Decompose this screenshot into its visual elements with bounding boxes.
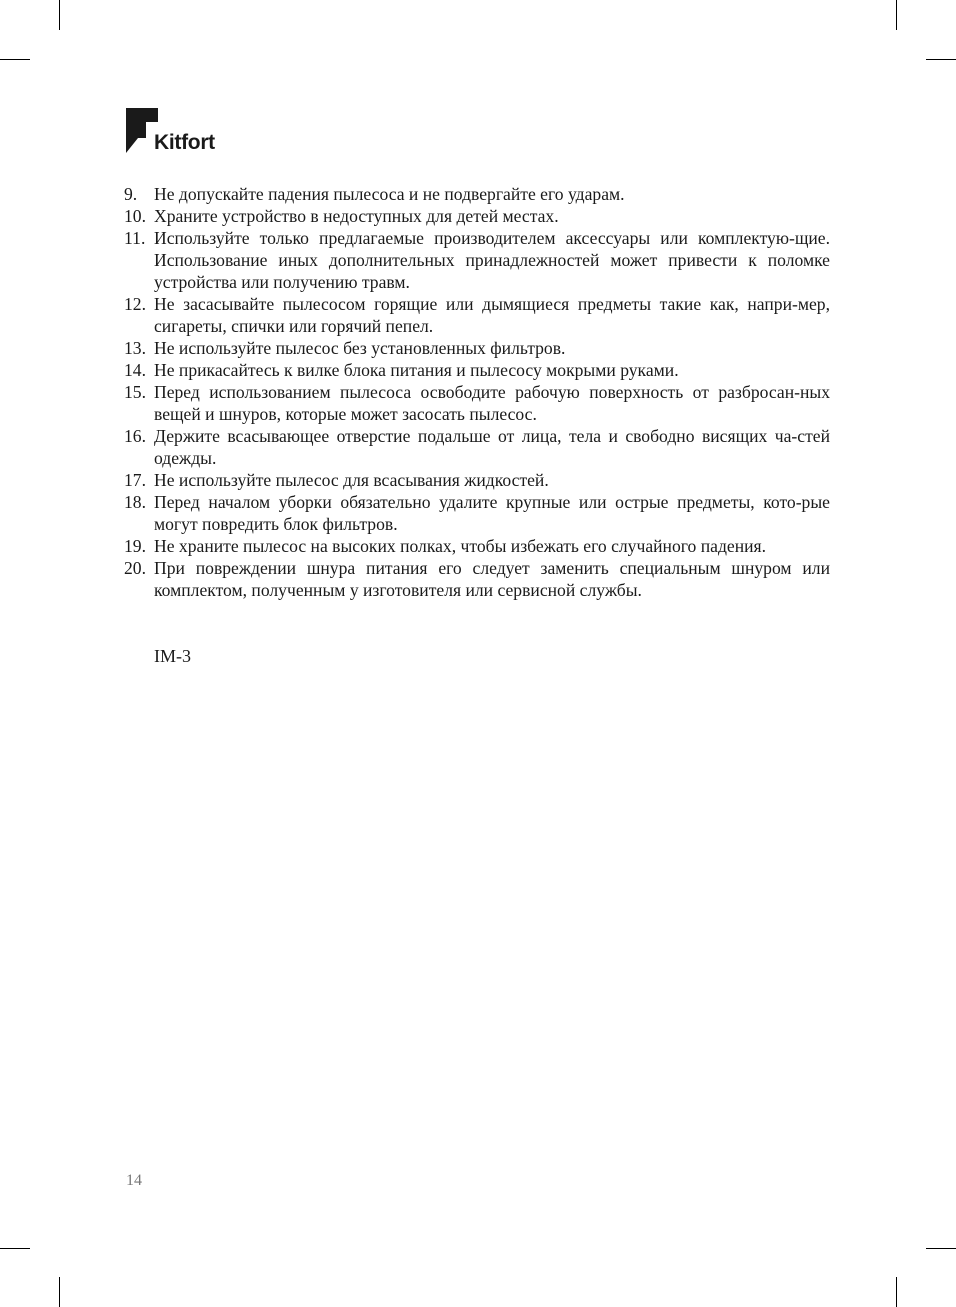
- rule-number: 17.: [124, 470, 146, 490]
- rule-text: При повреждении шнура питания его следует заменить специальным шнуром или комплектом, полученным у изготовителя или сервисной службы.: [154, 558, 830, 600]
- rule-item: [124, 425, 830, 469]
- crop-mark-top-left: [59, 0, 60, 30]
- rule-number: 19.: [124, 536, 146, 556]
- rule-number: 10.: [124, 206, 146, 226]
- brand-logo: [126, 108, 236, 158]
- rule-number: 14.: [124, 360, 146, 380]
- rule-text: Храните устройство в недоступных для детей местах.: [154, 206, 559, 226]
- safety-rules: [124, 183, 830, 601]
- model-code: IM-3: [154, 646, 191, 666]
- rule-number: 9.: [124, 184, 138, 204]
- rule-number: 18.: [124, 492, 146, 512]
- rule-text: Не засасывайте пылесосом горящие или дымящиеся предметы такие как, напри-мер, сигареты, спички или горячий пепел.: [154, 294, 830, 336]
- rule-text: Не используйте пылесос без установленных фильтров.: [154, 338, 566, 358]
- rule-item: [124, 337, 830, 359]
- rule-text: Не прикасайтесь к вилке блока питания и пылесосу мокрыми руками.: [154, 360, 679, 380]
- crop-mark-bottom-right: [896, 1277, 897, 1307]
- rule-text: Не храните пылесос на высоких полках, чтобы избежать его случайного падения.: [154, 536, 767, 556]
- crop-mark-top-left-h: [0, 59, 30, 60]
- rule-item: [124, 381, 830, 425]
- crop-mark-bottom-right-h: [926, 1248, 956, 1249]
- rule-text: Перед использованием пылесоса освободите рабочую поверхность от разбросан-ных вещей и шнуров, которые может засосать пылесос.: [154, 382, 830, 424]
- page-number: 14: [126, 1172, 142, 1189]
- rule-number: 15.: [124, 382, 146, 402]
- rule-number: 12.: [124, 294, 146, 314]
- crop-mark-top-right: [896, 0, 897, 30]
- rule-text: Перед началом уборки обязательно удалите крупные или острые предметы, кото-рые могут повредить блок фильтров.: [154, 492, 830, 534]
- rule-item: [124, 359, 830, 381]
- rule-number: 20.: [124, 558, 146, 578]
- rules-list: [124, 183, 830, 601]
- crop-mark-top-right-h: [926, 59, 956, 60]
- rule-item: [124, 469, 830, 491]
- rule-item: [124, 227, 830, 293]
- rule-item: [124, 491, 830, 535]
- rule-text: Держите всасывающее отверстие подальше от лица, тела и свободно висящих ча-стей одежды.: [154, 426, 830, 468]
- rule-text: Не используйте пылесос для всасывания жидкостей.: [154, 470, 549, 490]
- crop-mark-bottom-left: [59, 1277, 60, 1307]
- rule-item: [124, 293, 830, 337]
- rule-item: [124, 183, 830, 205]
- rule-number: 13.: [124, 338, 146, 358]
- rule-number: 11.: [124, 228, 146, 248]
- rule-number: 16.: [124, 426, 146, 446]
- crop-mark-bottom-left-h: [0, 1248, 30, 1249]
- rule-text: Не допускайте падения пылесоса и не подвергайте его ударам.: [154, 184, 625, 204]
- rule-item: [124, 535, 830, 557]
- rule-text: Используйте только предлагаемые производителем аксессуары или комплектую-щие. Использование иных дополнительных принадлежностей может привести к поломке устройства или получению травм.: [154, 228, 830, 292]
- brand-name: Kitfort: [154, 131, 215, 154]
- rule-item: [124, 557, 830, 601]
- rule-item: [124, 205, 830, 227]
